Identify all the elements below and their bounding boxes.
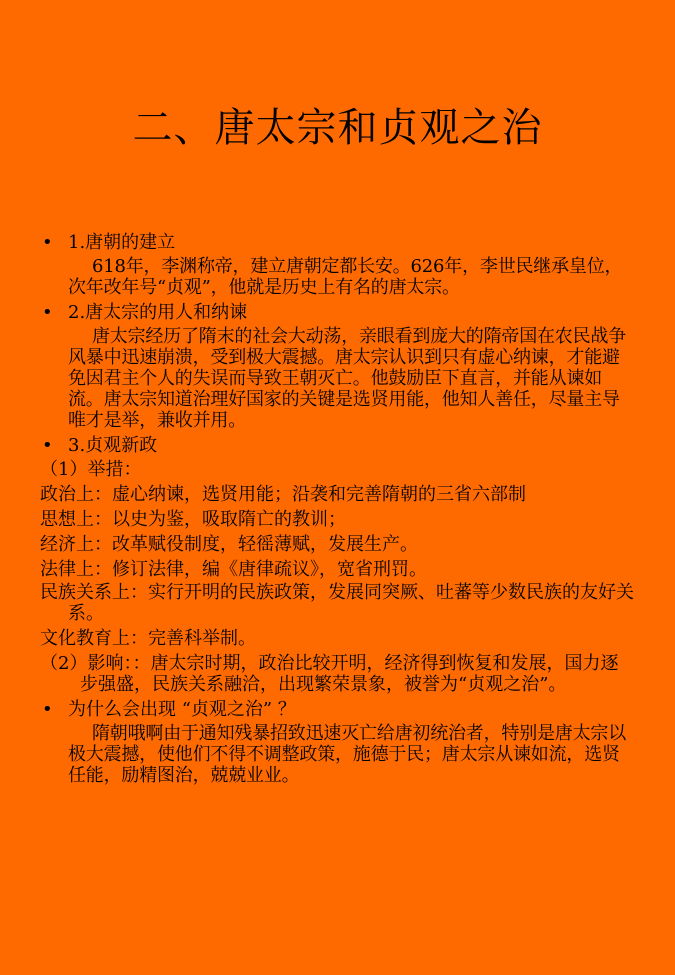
- impact-text: （2）影响：：唐太宗时期，政治比较开明，经济得到恢复和发展，国力逐步强盛，民族关系融洽，出现繁荣景象，被誉为“贞观之治”。: [40, 653, 619, 695]
- measure-politics: 政治上：虚心纳谏，选贤用能；沿袭和完善隋朝的三省六部制: [40, 484, 526, 505]
- section-heading: 为什么会出现 “贞观之治” ？: [68, 699, 296, 720]
- bullet-icon: •: [42, 435, 53, 456]
- section-heading: 2.唐太宗的用人和纳谏: [68, 302, 248, 323]
- measure-law: 法律上：修订法律，编《唐律疏议》，宽省刑罚。: [40, 559, 427, 580]
- measure-economy: 经济上：改革赋役制度，轻徭薄赋，发展生产。: [40, 534, 418, 555]
- slide-content: [40, 232, 635, 786]
- measure-culture-education: 文化教育上：完善科举制。: [40, 628, 256, 649]
- section-body: 隋朝哦啊由于通知残暴招致迅速灭亡给唐初统治者，特别是唐太宗以极大震撼，使他们不得不调整政策，施德于民；唐太宗从谏如流，选贤任能，励精图治，兢兢业业。: [68, 723, 626, 786]
- section-body: 唐太宗经历了隋末的社会大动荡，亲眼看到庞大的隋帝国在农民战争风暴中迅速崩溃，受到极大震撼。唐太宗认识到只有虚心纳谏，才能避免因君主个人的失误而导致王朝灭亡。他鼓励臣下直言，并能从谏如流。唐太宗知道治理好国家的关键是选贤用能，他知人善任，尽量主导唯才是举，兼收并用。: [68, 326, 626, 431]
- measures-label: （1）举措：: [40, 459, 142, 480]
- bullet-icon: •: [42, 302, 53, 323]
- measure-ethnic-relations: 民族关系上：实行开明的民族政策，发展同突厥、吐蕃等少数民族的友好关系。: [40, 582, 634, 624]
- bullet-item-why: [40, 699, 635, 721]
- section-heading: 3.贞观新政: [68, 435, 158, 456]
- bullet-icon: •: [42, 699, 53, 720]
- section-body: 618年，李渊称帝，建立唐朝定都长安。626年，李世民继承皇位，次年改年号“贞观”，他就是历史上有名的唐太宗。: [68, 256, 623, 298]
- section-heading: 1.唐朝的建立: [68, 232, 176, 253]
- bullet-item-founding: [40, 232, 635, 254]
- bullet-item-new-policy: [40, 435, 635, 457]
- bullet-item-remonstrance: [40, 302, 635, 324]
- measure-thought: 思想上：以史为鉴，吸取隋亡的教训；: [40, 509, 346, 530]
- slide-title: 二、唐太宗和贞观之治: [132, 105, 543, 151]
- bullet-icon: •: [42, 232, 53, 253]
